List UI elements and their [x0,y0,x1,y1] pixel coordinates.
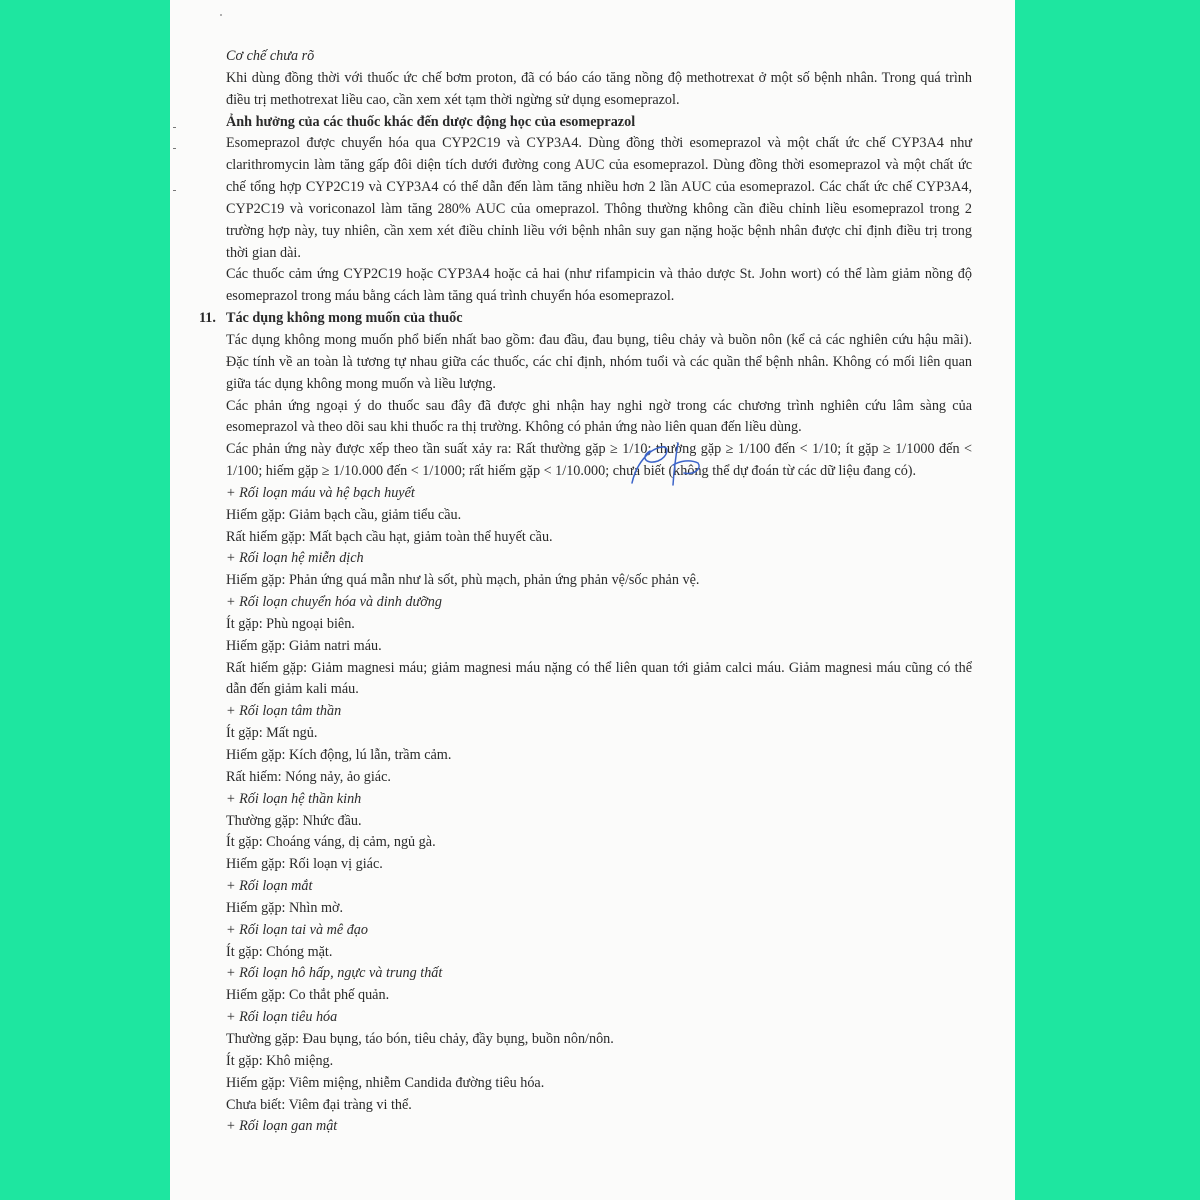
paragraph: Hiếm gặp: Nhìn mờ. [226,899,344,916]
paragraph: Tác dụng không mong muốn phổ biến nhất bao gồm: đau đầu, đau bụng, tiêu chảy và buồn nôn (kể cả các nghiên cứu hậu mãi). Đặc tính về an toàn là tương tự nhau giữa các thuốc, các chỉ định, nhóm tuổi và các quần thể bệnh nhân. Không có mối liên quan giữa tác dụng không mong muốn và liều lượng. [226,331,972,392]
paragraph: Hiếm gặp: Phản ứng quá mẫn như là sốt, phù mạch, phản ứng phản vệ/sốc phản vệ. [226,572,700,589]
paragraph: Rất hiếm gặp: Giảm magnesi máu; giảm magnesi máu nặng có thể liên quan tới giảm calci máu. Giảm magnesi máu cũng có thể dẫn đến giảm kali máu. [226,659,972,698]
paragraph: Rất hiếm: Nóng nảy, ảo giác. [226,768,391,785]
bold-heading: Ảnh hưởng của các thuốc khác đến dược động học của esomeprazol [226,113,636,130]
section-title: Tác dụng không mong muốn của thuốc [226,310,463,327]
scan-edge-mark [173,148,176,149]
paragraph: Hiếm gặp: Co thắt phế quản. [226,987,390,1004]
subheading: Cơ chế chưa rõ [226,48,315,64]
subheading: + Rối loạn tai và mê đạo [226,921,368,938]
subheading: + Rối loạn tiêu hóa [226,1009,338,1026]
paragraph: Hiếm gặp: Viêm miệng, nhiễm Candida đường tiêu hóa. [226,1074,545,1091]
subheading: + Rối loạn chuyển hóa và dinh dưỡng [226,594,442,611]
paragraph: Hiếm gặp: Rối loạn vị giác. [226,856,383,873]
subheading: + Rối loạn máu và hệ bạch huyết [226,484,415,501]
paragraph: Rất hiếm gặp: Mất bạch cầu hạt, giảm toàn thể huyết cầu. [226,528,553,545]
paragraph: Các phản ứng ngoại ý do thuốc sau đây đã được ghi nhận hay nghi ngờ trong các chương trình nghiên cứu lâm sàng của esomeprazol và theo dõi sau khi thuốc ra thị trường. Không có phản ứng nào liên quan đến liều dùng. [226,397,972,436]
paragraph: Ít gặp: Khô miệng. [226,1052,334,1069]
subheading: + Rối loạn mắt [226,878,313,895]
paragraph: Hiếm gặp: Giảm bạch cầu, giảm tiểu cầu. [226,506,462,523]
scan-edge-mark [173,190,176,191]
scan-speck [220,14,222,16]
paragraph: Ít gặp: Choáng váng, dị cảm, ngủ gà. [226,834,436,851]
scan-edge-mark [173,127,176,128]
paragraph: Chưa biết: Viêm đại tràng vi thể. [226,1096,412,1113]
paragraph: Hiếm gặp: Kích động, lú lẫn, trầm cảm. [226,747,452,763]
section-number: 11. [199,310,216,327]
paragraph: Hiếm gặp: Giảm natri máu. [226,637,382,654]
paragraph: Esomeprazol được chuyển hóa qua CYP2C19 và CYP3A4. Dùng đồng thời esomeprazol và một chất ức chế CYP3A4 như clarithromycin làm tăng gấp đôi diện tích dưới đường cong AUC của esomeprazol. Dùng đồng thời esomeprazol và một chất ức chế tổng hợp CYP2C19 và CYP3A4 có thể dẫn đến làm tăng nhiều hơn 2 lần AUC của esomeprazol. Các chất ức chế CYP3A4, CYP2C19 và voriconazol làm tăng 280% AUC của omeprazol. Thông thường không cần điều chỉnh liều esomeprazol trong 2 trường hợp này, tuy nhiên, cần xem xét điều chỉnh liều với bệnh nhân suy gan nặng hoặc bệnh nhân được chỉ định điều trị trong thời gian dài. [226,135,972,261]
paragraph: Ít gặp: Phù ngoại biên. [226,615,355,632]
paragraph: Thường gặp: Nhức đầu. [226,812,362,829]
paragraph: Các thuốc cảm ứng CYP2C19 hoặc CYP3A4 hoặc cả hai (như rifampicin và thảo dược St. John wort) có thể làm giảm nồng độ esomeprazol trong máu bằng cách làm tăng quá trình chuyển hóa esomeprazol. [226,266,972,305]
paragraph: Các phản ứng này được xếp theo tần suất xảy ra: Rất thường gặp ≥ 1/10; thường gặp ≥ 1/100 đến < 1/10; ít gặp ≥ 1/1000 đến < 1/100; hiếm gặp ≥ 1/10.000 đến < 1/1000; rất hiếm gặp < 1/10.000; chưa biết (không thể dự đoán từ các dữ liệu đang có). [226,441,972,480]
subheading: + Rối loạn tâm thần [226,703,342,720]
subheading: + Rối loạn gan mật [226,1118,338,1135]
document-text [199,46,972,1138]
paragraph: Thường gặp: Đau bụng, táo bón, tiêu chảy, đầy bụng, buồn nôn/nôn. [226,1030,614,1047]
document-page [170,0,1015,1200]
paragraph: Khi dùng đồng thời với thuốc ức chế bơm proton, đã có báo cáo tăng nồng độ methotrexat ở một số bệnh nhân. Trong quá trình điều trị methotrexat liều cao, cần xem xét tạm thời ngừng sử dụng esomeprazol. [226,69,972,108]
section-heading [199,308,972,330]
subheading: + Rối loạn hô hấp, ngực và trung thất [226,965,443,982]
paragraph: Ít gặp: Chóng mặt. [226,943,333,960]
paragraph: Ít gặp: Mất ngủ. [226,725,318,742]
subheading: + Rối loạn hệ miễn dịch [226,550,364,567]
subheading: + Rối loạn hệ thần kinh [226,790,362,807]
